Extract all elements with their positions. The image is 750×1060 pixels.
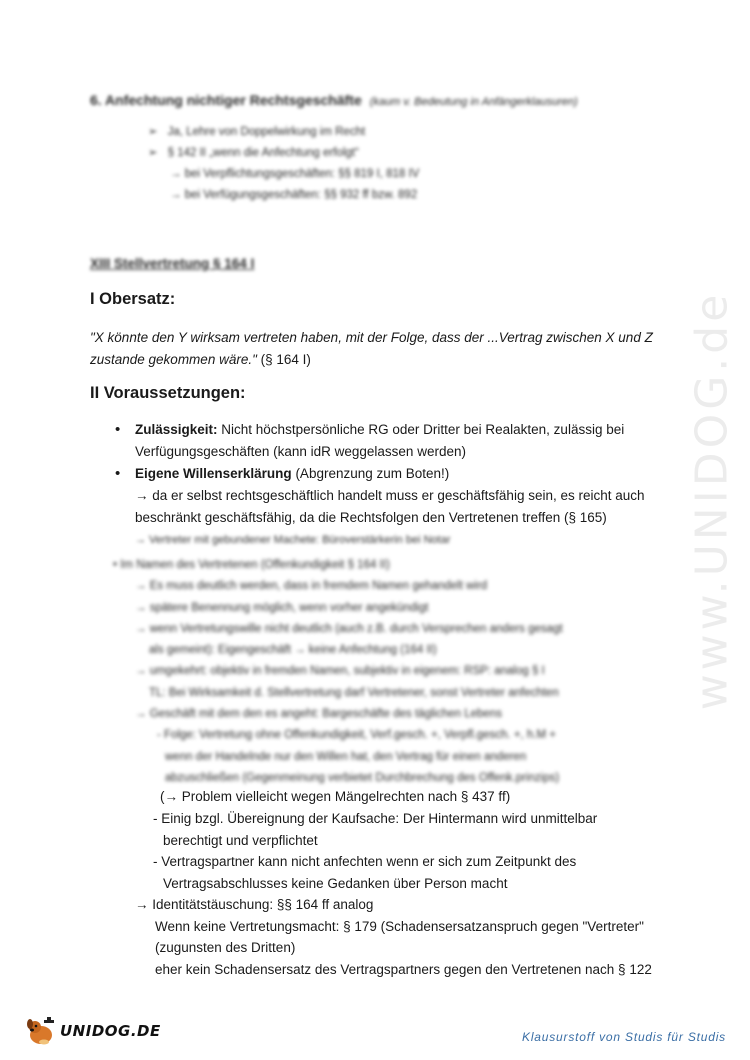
blurred-line: → Geschäft mit dem den es angeht: Bargeschäfte des täglichen Lebens (135, 708, 502, 721)
sub-item: → bei Verpflichtungsgeschäften: §§ 819 I, 818 IV (170, 168, 420, 180)
bullet-continuation: Verfügungsgeschäften (kann idR weggelassen werden) (135, 444, 466, 459)
section-6-title: 6. Anfechtung nichtiger Rechtsgeschäfte (kaum v. Bedeutung in Anfängerklausuren) (90, 92, 578, 108)
watermark: www.UNIDOG.de (686, 290, 738, 710)
section-heading: XIII Stellvertretung § 164 I (90, 256, 255, 271)
heading-obersatz: I Obersatz: (90, 290, 176, 308)
blurred-line: - Folge: Vertretung ohne Offenkundigkeit, Verf.gesch. +, Verpfl.gesch. +, h.M + (157, 729, 557, 742)
bullet-zulaessigkeit: • Zulässigkeit: Nicht höchstpersönliche RG oder Dritter bei Realakten, zulässig bei Verfügungsgeschäften (kann idR weggelassen werden) (113, 419, 668, 463)
text-line: → Identitätstäuschung: §§ 164 ff analog (135, 897, 374, 912)
bullet-label: Zulässigkeit: (135, 422, 218, 437)
blurred-line: → Es muss deutlich werden, dass in fremdem Namen gehandelt wird (135, 580, 488, 593)
unidog-logo (24, 1014, 161, 1048)
blurred-line: → umgekehrt: objektiv in fremden Namen, subjektiv in eigenem: RSP: analog § I (135, 665, 545, 678)
blurred-line: wenn der Handelnde nur den Willen hat, den Vertrag für einen anderen (165, 750, 527, 763)
obersatz-text (90, 327, 670, 371)
bullet-continuation: beschränkt geschäftsfähig, da die Rechtsfolgen den Vertretenen treffen (§ 165) (135, 510, 607, 525)
list-item: ➢ Ja, Lehre von Doppelwirkung im Recht (148, 122, 690, 143)
text-line: Vertragsabschlusses keine Gedanken über Person macht (163, 876, 508, 891)
blurred-line: → Vertreter mit gebundener Machete: Büroverstärkerin bei Notar (135, 534, 451, 546)
logo-text: UNIDOG.DE (60, 1022, 161, 1040)
footer-tagline: Klausurstoff von Studis für Studis (522, 1030, 726, 1044)
bullet-label: Eigene Willenserklärung (135, 466, 292, 481)
obersatz-ref: (§ 164 I) (256, 352, 311, 367)
blurred-line: → spätere Benennung möglich, wenn vorher angekündigt (135, 601, 429, 614)
section-6 (90, 92, 690, 206)
heading-voraussetzungen: II Voraussetzungen: (90, 384, 246, 402)
text-line: (→ Problem vielleicht wegen Mängelrechten nach § 437 ff) (160, 789, 511, 804)
text-line: - Vertragspartner kann nicht anfechten wenn er sich zum Zeitpunkt des (153, 854, 577, 869)
section-6-list (148, 122, 690, 164)
dog-icon (24, 1014, 58, 1048)
list-item: ➢ § 142 II „wenn die Anfechtung erfolgt“ (148, 143, 690, 164)
blurred-line: • Im Namen des Vertretenen (Offenkundigkeit § 164 II) (113, 559, 390, 571)
blurred-line: → wenn Vertretungswille nicht deutlich (auch z.B. durch Versprechen anders gesagt (135, 622, 563, 635)
blurred-block (113, 555, 673, 789)
text-line: berechtigt und verpflichtet (163, 833, 318, 848)
blurred-line: TL: Bei Wirksamkeit d. Stellvertretung darf Vertretener, sonst Vertreter anfechten (149, 686, 559, 699)
bullet-willenserklaerung: • Eigene Willenserklärung (Abgrenzung zum Boten!) → da er selbst rechtsgeschäftlich handelt muss er geschäftsfähig sein, es reicht auch beschränkt geschäftsfähig, da die Rechtsfolgen den Vertretenen treffen (§ 165) → Vertreter mit gebundener Machete: Büroverstärkerin bei Notar (113, 463, 668, 551)
sub-item: → bei Verfügungsgeschäften: §§ 932 ff bzw. 892 (170, 189, 418, 201)
text-line: (zugunsten des Dritten) (155, 940, 296, 955)
bullet-list (113, 419, 668, 551)
section-6-note: (kaum v. Bedeutung in Anfängerklausuren) (369, 96, 578, 108)
text-line: eher kein Schadensersatz des Vertragspartners gegen den Vertretenen nach § 122 (155, 962, 652, 977)
text-line: - Einig bzgl. Übereignung der Kaufsache: Der Hintermann wird unmittelbar (153, 811, 598, 826)
bullet-continuation: → da er selbst rechtsgeschäftlich handelt muss er geschäftsfähig sein, es reicht auch (135, 488, 645, 503)
text-line: Wenn keine Vertretungsmacht: § 179 (Schadensersatzanspruch gegen "Vertreter" (155, 919, 644, 934)
obersatz-quote: "X könnte den Y wirksam vertreten haben, mit der Folge, dass der ...Vertrag zwischen X und Z zustande gekommen wäre." (90, 330, 653, 367)
blurred-line: abzuschließen (Gegenmeinung verbietet Durchbrechung des Offenk.prinzips) (165, 771, 560, 784)
blurred-line: als gemeint): Eigengeschäft → keine Anfechtung (164 II) (149, 644, 437, 657)
